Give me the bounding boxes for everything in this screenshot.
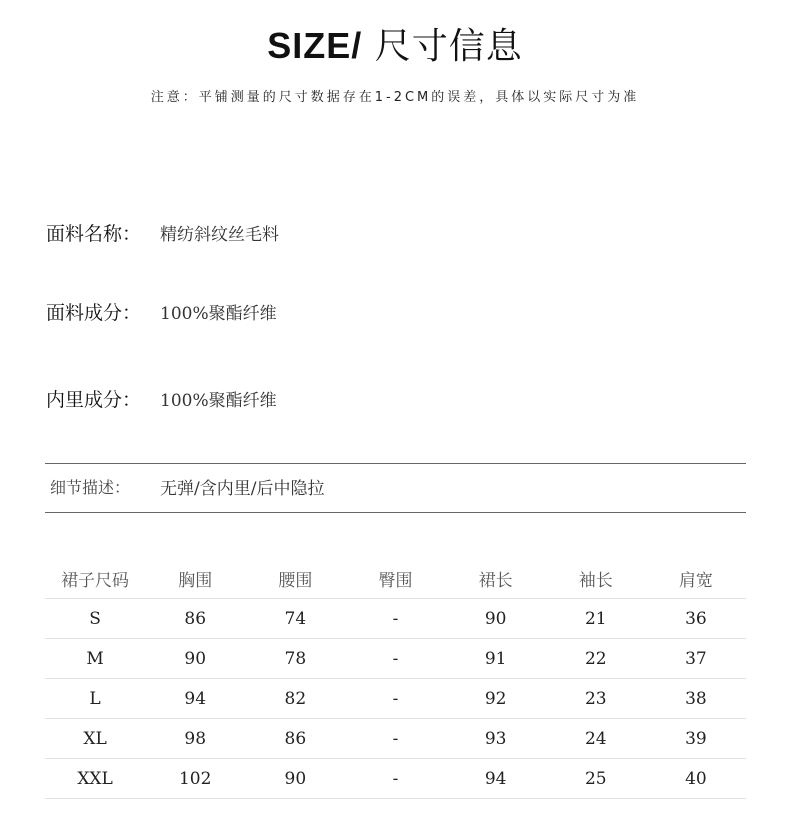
table-row: [45, 719, 746, 759]
cell-bust: 86: [145, 599, 245, 639]
header-hip: 臀围: [345, 559, 445, 599]
cell-size: M: [45, 639, 145, 679]
cell-bust: 94: [145, 679, 245, 719]
header-shoulder-width: 肩宽: [646, 559, 746, 599]
header-sleeve-length: 袖长: [546, 559, 646, 599]
page-title-chinese: 尺寸信息: [362, 26, 523, 67]
page-title-latin: SIZE/: [267, 25, 363, 66]
cell-hip: -: [345, 639, 445, 679]
spec-fabric-name-label: 面料名称：: [46, 223, 142, 245]
measurement-notice: 注意：平铺测量的尺寸数据存在1-2CM的误差，具体以实际尺寸为准: [150, 90, 640, 105]
table-row: [45, 759, 746, 799]
cell-size: XL: [45, 719, 145, 759]
cell-waist: 78: [245, 639, 345, 679]
spec-fabric-composition-value: 100%聚酯纤维: [160, 304, 277, 324]
cell-skirt-length: 90: [446, 599, 546, 639]
cell-size: S: [45, 599, 145, 639]
cell-shoulder-width: 38: [646, 679, 746, 719]
cell-skirt-length: 94: [446, 759, 546, 799]
size-table-header-row: [45, 559, 746, 599]
spec-fabric-name-value: 精纺斜纹丝毛料: [160, 225, 279, 245]
cell-shoulder-width: 36: [646, 599, 746, 639]
detail-description-value: 无弹/含内里/后中隐拉: [160, 479, 325, 499]
spec-fabric-composition: [46, 298, 277, 328]
header-skirt-length: 裙长: [446, 559, 546, 599]
cell-shoulder-width: 40: [646, 759, 746, 799]
spec-fabric-name: [46, 219, 279, 249]
spec-lining-composition-value: 100%聚酯纤维: [160, 391, 277, 411]
cell-sleeve-length: 24: [546, 719, 646, 759]
cell-bust: 90: [145, 639, 245, 679]
cell-bust: 98: [145, 719, 245, 759]
cell-size: XXL: [45, 759, 145, 799]
spec-fabric-composition-label: 面料成分：: [46, 302, 142, 324]
cell-sleeve-length: 23: [546, 679, 646, 719]
page-title: [0, 18, 790, 69]
cell-waist: 90: [245, 759, 345, 799]
cell-size: L: [45, 679, 145, 719]
cell-shoulder-width: 39: [646, 719, 746, 759]
table-row: [45, 639, 746, 679]
header-size: 裙子尺码: [45, 559, 145, 599]
detail-description-label: 细节描述：: [50, 478, 131, 497]
cell-skirt-length: 93: [446, 719, 546, 759]
spec-lining-composition: [46, 385, 277, 415]
cell-waist: 82: [245, 679, 345, 719]
header-waist: 腰围: [245, 559, 345, 599]
cell-shoulder-width: 37: [646, 639, 746, 679]
header-bust: 胸围: [145, 559, 245, 599]
table-row: [45, 599, 746, 639]
cell-hip: -: [345, 679, 445, 719]
cell-waist: 86: [245, 719, 345, 759]
spec-lining-composition-label: 内里成分：: [46, 389, 142, 411]
cell-sleeve-length: 25: [546, 759, 646, 799]
size-table: [45, 559, 746, 799]
cell-waist: 74: [245, 599, 345, 639]
cell-skirt-length: 92: [446, 679, 546, 719]
cell-hip: -: [345, 719, 445, 759]
table-row: [45, 679, 746, 719]
cell-hip: -: [345, 759, 445, 799]
cell-skirt-length: 91: [446, 639, 546, 679]
cell-hip: -: [345, 599, 445, 639]
cell-sleeve-length: 22: [546, 639, 646, 679]
cell-sleeve-length: 21: [546, 599, 646, 639]
detail-description: [45, 463, 746, 513]
cell-bust: 102: [145, 759, 245, 799]
